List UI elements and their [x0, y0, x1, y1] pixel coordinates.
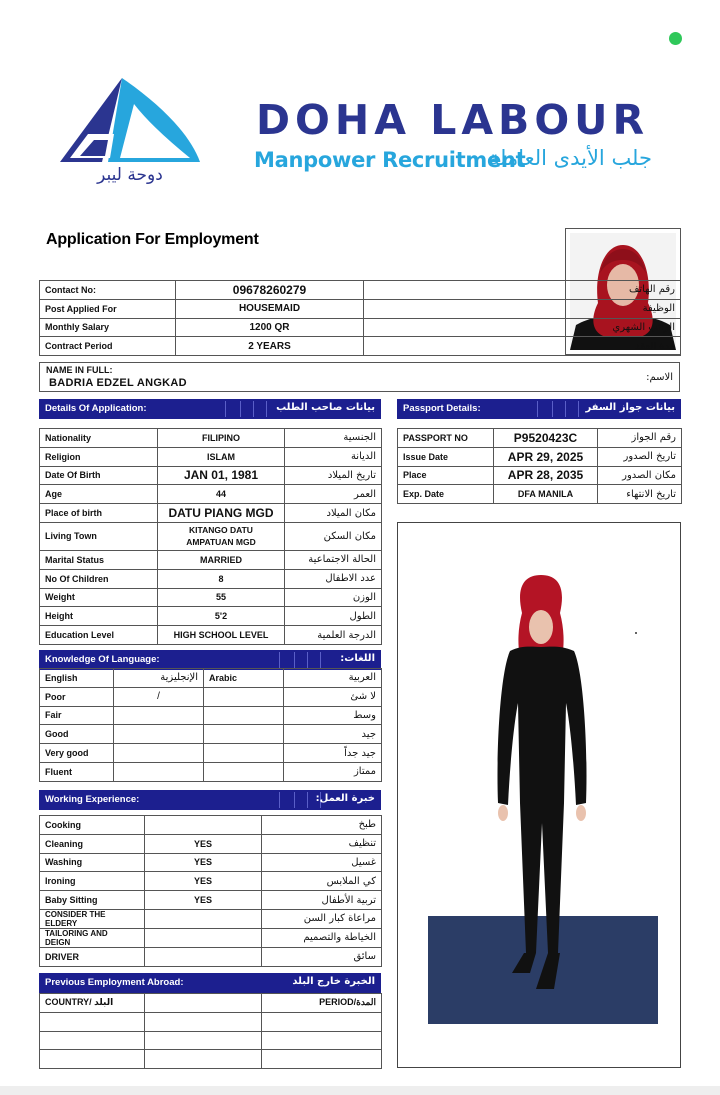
details-label: Religion [40, 447, 158, 466]
experience-label-ar: تنظيف [262, 834, 382, 853]
experience-value: YES [145, 834, 262, 853]
details-label: Date Of Birth [40, 466, 158, 485]
experience-label-line-1: TAILORING AND [45, 928, 108, 938]
abroad-cell [40, 1012, 145, 1031]
details-label-ar: الديانة [285, 447, 382, 466]
table-row [40, 466, 382, 485]
table-row [40, 744, 382, 763]
english-level-mark [114, 762, 204, 781]
page-bottom-strip [0, 1086, 720, 1095]
experience-label-line-2: ELDERY [45, 918, 78, 928]
table-row [40, 853, 382, 872]
passport-label-ar: رقم الجواز [598, 429, 682, 448]
table-row [40, 928, 382, 947]
monthly-salary-value: 1200 QR [176, 318, 364, 337]
passport-label: Place [398, 466, 494, 485]
experience-label-ar: تربية الأطفال [262, 891, 382, 910]
passport-number-value: P9520423C [494, 429, 598, 448]
details-label-ar: العمر [285, 485, 382, 504]
experience-value: YES [145, 891, 262, 910]
table-row [40, 891, 382, 910]
language-table [39, 668, 382, 782]
experience-label [40, 909, 145, 928]
abroad-cell [40, 1050, 145, 1069]
experience-label-ar: مراعاة كبار السن [262, 909, 382, 928]
experience-value: YES [145, 853, 262, 872]
full-name-value: BADRIA EDZEL ANGKAD [49, 377, 187, 389]
full-name-label: NAME IN FULL: [46, 365, 113, 375]
details-label-ar: الوزن [285, 588, 382, 607]
language-level-label-ar: وسط [284, 706, 382, 725]
english-level-mark [114, 744, 204, 763]
abroad-cell [145, 1031, 262, 1050]
language-level-label-ar: لا شئ [284, 687, 382, 706]
table-row [40, 522, 382, 550]
table-row [40, 485, 382, 504]
abroad-cell [262, 1012, 382, 1031]
experience-label-ar: الخياطة والتصميم [262, 928, 382, 947]
table-row [398, 466, 682, 485]
details-label: Age [40, 485, 158, 504]
post-applied-value: HOUSEMAID [176, 299, 364, 318]
experience-label-ar: كي الملابس [262, 872, 382, 891]
table-row [40, 588, 382, 607]
language-col-english: English [40, 669, 114, 688]
arabic-level-mark [204, 725, 284, 744]
experience-value [145, 816, 262, 835]
status-indicator-dot [669, 32, 682, 45]
details-label-ar: تاريخ الميلاد [285, 466, 382, 485]
language-level-label: Fluent [40, 762, 114, 781]
language-col-arabic-ar: العربية [284, 669, 382, 688]
details-label-ar: الدرجة العلمية [285, 626, 382, 645]
header-divider [279, 652, 321, 668]
passport-header-en: Passport Details: [403, 403, 481, 414]
details-label-ar: مكان الميلاد [285, 504, 382, 523]
contact-label: Post Applied For [40, 299, 176, 318]
contact-label: Monthly Salary [40, 318, 176, 337]
details-label: No Of Children [40, 569, 158, 588]
contact-label-ar: الراتب الشهري [364, 318, 681, 337]
language-level-label: Fair [40, 706, 114, 725]
table-row [40, 725, 382, 744]
table-row [40, 762, 382, 781]
contact-label-ar: رقم الهاتف [364, 281, 681, 300]
table-row [40, 706, 382, 725]
contact-label-ar: الوظيفة [364, 299, 681, 318]
experience-value [145, 947, 262, 966]
details-label-ar: مكان السكن [285, 522, 382, 550]
details-label: Nationality [40, 429, 158, 448]
english-level-mark: / [114, 687, 204, 706]
details-label: Education Level [40, 626, 158, 645]
language-header-ar: اللغات: [340, 653, 375, 664]
brand-subtitle-ar: جلب الأيدى العاملة [488, 146, 652, 170]
details-header-en: Details Of Application: [45, 403, 147, 414]
language-level-label-ar: جيد جداً [284, 744, 382, 763]
abroad-section-header [39, 973, 381, 993]
details-label: Living Town [40, 522, 158, 550]
document-title: Application For Employment [46, 231, 259, 248]
passport-table [397, 428, 682, 504]
living-town-line-2: AMPATUAN MGD [186, 537, 256, 548]
arabic-level-mark [204, 706, 284, 725]
details-label-ar: الجنسية [285, 429, 382, 448]
table-row [40, 834, 382, 853]
language-level-label: Very good [40, 744, 114, 763]
details-value: MARRIED [158, 550, 285, 569]
passport-label-ar: تاريخ الانتهاء [598, 485, 682, 504]
experience-label [40, 928, 145, 947]
table-row [40, 687, 382, 706]
passport-label-ar: مكان الصدور [598, 466, 682, 485]
details-value: 5'2 [158, 607, 285, 626]
full-body-image [398, 523, 680, 1067]
experience-label-ar: طبخ [262, 816, 382, 835]
details-label-ar: الحالة الاجتماعية [285, 550, 382, 569]
table-row [40, 607, 382, 626]
language-level-label-ar: ممتاز [284, 762, 382, 781]
english-level-mark [114, 706, 204, 725]
details-label: Height [40, 607, 158, 626]
details-label: Marital Status [40, 550, 158, 569]
passport-label: Exp. Date [398, 485, 494, 504]
details-label: Place of birth [40, 504, 158, 523]
contact-label: Contact No: [40, 281, 176, 300]
passport-label-ar: تاريخ الصدور [598, 447, 682, 466]
table-row [40, 550, 382, 569]
abroad-cell [145, 994, 262, 1013]
table-row [398, 485, 682, 504]
experience-value: YES [145, 872, 262, 891]
experience-label: Cooking [40, 816, 145, 835]
contact-label: Contract Period [40, 337, 176, 356]
experience-header-ar: خبرة العمل: [315, 793, 375, 804]
header-divider [225, 401, 267, 417]
contact-phone-value: 09678260279 [176, 281, 364, 300]
abroad-cell [262, 1050, 382, 1069]
experience-label: Ironing [40, 872, 145, 891]
language-level-label: Good [40, 725, 114, 744]
experience-value [145, 928, 262, 947]
table-row [40, 669, 382, 688]
table-row [40, 299, 681, 318]
abroad-cell [145, 1050, 262, 1069]
experience-label-ar: غسيل [262, 853, 382, 872]
logo-arabic-text: دوحة ليبر [97, 165, 163, 185]
living-town-line-1: KITANGO DATU [189, 525, 253, 536]
details-value: 8 [158, 569, 285, 588]
abroad-table [39, 993, 382, 1069]
details-value: DATU PIANG MGD [158, 504, 285, 523]
language-level-label-ar: جيد [284, 725, 382, 744]
details-label-ar: الطول [285, 607, 382, 626]
passport-section-header [397, 399, 681, 419]
details-header-ar: بيانات صاحب الطلب [276, 402, 375, 413]
language-section-header [39, 650, 381, 670]
details-value: 44 [158, 485, 285, 504]
table-row [40, 447, 382, 466]
details-label-ar: عدد الاطفال [285, 569, 382, 588]
exp-date-value: DFA MANILA [494, 485, 598, 504]
table-row [40, 626, 382, 645]
english-level-mark [114, 725, 204, 744]
experience-section-header [39, 790, 381, 810]
contact-table [39, 280, 681, 356]
doha-labour-logo [50, 74, 210, 186]
brand-subtitle-en: Manpower Recruitment [254, 148, 526, 172]
language-level-label: Poor [40, 687, 114, 706]
details-section-header [39, 399, 381, 419]
abroad-col-country: COUNTRY/ البلد [40, 994, 145, 1013]
issue-date-value: APR 29, 2025 [494, 447, 598, 466]
abroad-header-ar: الخبرة خارج البلد [292, 976, 375, 987]
experience-table [39, 815, 382, 967]
table-row [40, 872, 382, 891]
passport-header-ar: بيانات جواز السفر [585, 402, 675, 413]
experience-label: Washing [40, 853, 145, 872]
arabic-level-mark [204, 762, 284, 781]
header-divider [537, 401, 579, 417]
arabic-level-mark [204, 744, 284, 763]
full-name-label-ar: الاسم: [646, 372, 673, 383]
abroad-header-en: Previous Employment Abroad: [45, 977, 184, 988]
experience-label-ar: سائق [262, 947, 382, 966]
details-value: 55 [158, 588, 285, 607]
abroad-cell [145, 1012, 262, 1031]
experience-label: Baby Sitting [40, 891, 145, 910]
details-value: ISLAM [158, 447, 285, 466]
table-row [40, 429, 382, 448]
details-table [39, 428, 382, 645]
full-name-box [39, 362, 680, 392]
table-row [40, 281, 681, 300]
experience-value [145, 909, 262, 928]
language-header-en: Knowledge Of Language: [45, 654, 160, 665]
passport-label: PASSPORT NO [398, 429, 494, 448]
experience-header-en: Working Experience: [45, 794, 140, 805]
table-row [40, 1012, 382, 1031]
details-value: HIGH SCHOOL LEVEL [158, 626, 285, 645]
details-value: JAN 01, 1981 [158, 466, 285, 485]
table-row [40, 909, 382, 928]
details-value: FILIPINO [158, 429, 285, 448]
table-row [40, 994, 382, 1013]
details-value [158, 522, 285, 550]
table-row [40, 337, 681, 356]
abroad-cell [262, 1031, 382, 1050]
table-row [40, 816, 382, 835]
passport-label: Issue Date [398, 447, 494, 466]
table-row [40, 318, 681, 337]
abroad-cell [40, 1031, 145, 1050]
table-row [398, 429, 682, 448]
table-row [40, 947, 382, 966]
contact-label-ar: مدة العقد [364, 337, 681, 356]
table-row [40, 569, 382, 588]
experience-label-line-2: DEIGN [45, 937, 71, 947]
place-value: APR 28, 2035 [494, 466, 598, 485]
details-label: Weight [40, 588, 158, 607]
table-row [398, 447, 682, 466]
abroad-col-period: PERIOD/المدة [262, 994, 382, 1013]
contract-period-value: 2 YEARS [176, 337, 364, 356]
table-row [40, 1031, 382, 1050]
language-col-arabic: Arabic [204, 669, 284, 688]
experience-label-line-1: CONSIDER THE [45, 909, 106, 919]
experience-label: Cleaning [40, 834, 145, 853]
table-row [40, 504, 382, 523]
table-row [40, 1050, 382, 1069]
full-body-photo [397, 522, 681, 1068]
arabic-level-mark [204, 687, 284, 706]
experience-label: DRIVER [40, 947, 145, 966]
language-col-english-ar: الإنجليزية [114, 669, 204, 688]
brand-title: DOHA LABOUR [256, 96, 650, 144]
